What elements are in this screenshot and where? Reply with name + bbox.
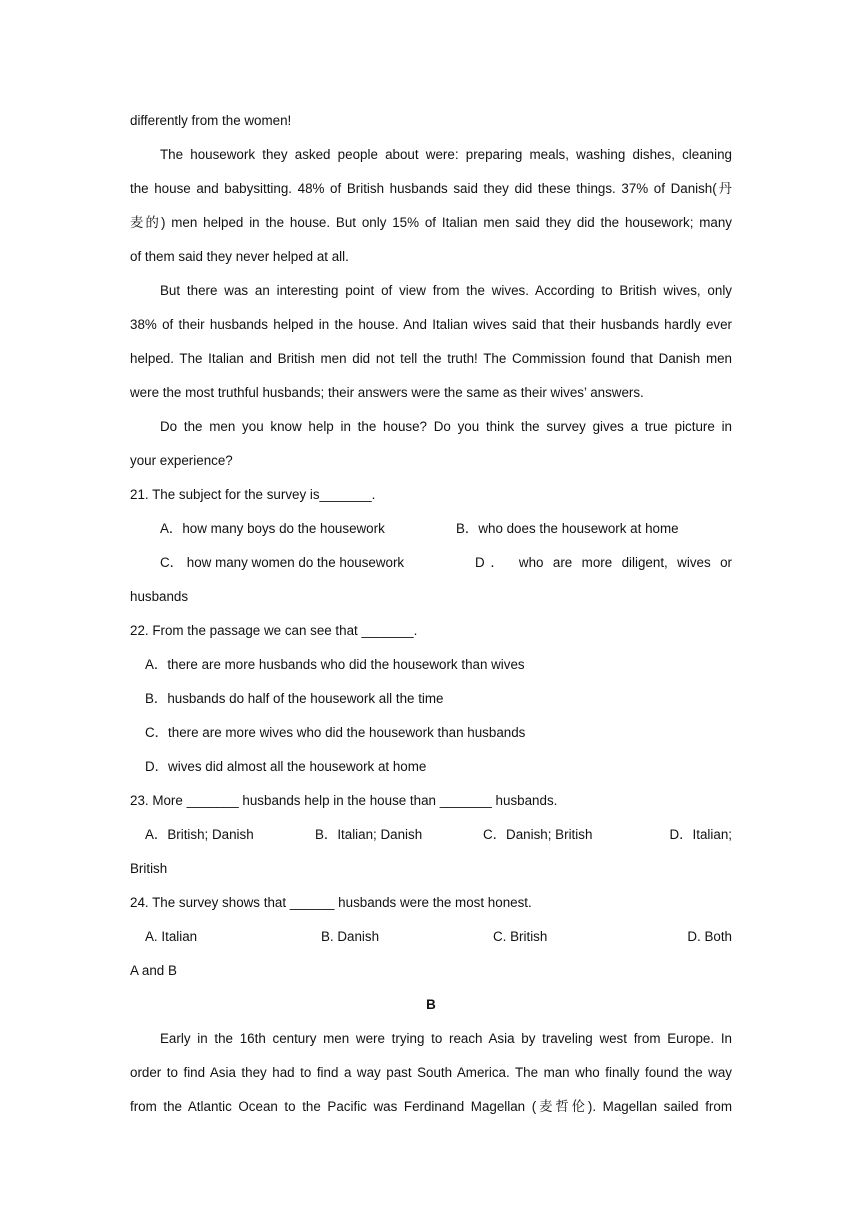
question-24-stem: 24. The survey shows that ______ husbands were the most honest. <box>130 895 532 910</box>
question-22-option-c: C．there are more wives who did the housework than husbands <box>145 725 526 740</box>
passage-b-line: order to find Asia they had to find a way past South America. The man who finally found the way <box>130 1065 732 1080</box>
section-b-heading: B <box>426 997 436 1012</box>
question-23-option-a: A．British; Danish <box>145 827 254 842</box>
question-24-option-a: A. Italian <box>145 929 198 944</box>
passage-line: the house and babysitting. 48% of British husbands said they did these things. 37% of Danish(丹 <box>130 181 732 196</box>
question-23-option-c: C．Danish; British <box>483 827 593 842</box>
passage-line: differently from the women! <box>130 113 292 128</box>
passage-line: were the most truthful husbands; their answers were the same as their wives’ answers. <box>130 385 644 400</box>
document-page <box>130 104 732 1124</box>
passage-line: But there was an interesting point of view from the wives. According to British wives, only <box>160 283 732 298</box>
question-24-options <box>130 920 732 954</box>
question-21-options-row2 <box>130 546 732 580</box>
question-21-option-d-cont: husbands <box>130 589 189 604</box>
passage-b-line: from the Atlantic Ocean to the Pacific was Ferdinand Magellan (麦哲伦). Magellan sailed from <box>130 1099 732 1114</box>
question-24-option-d-cont: A and B <box>130 963 177 978</box>
question-24-option-b: B. Danish <box>321 929 380 944</box>
passage-line: 38% of their husbands helped in the house. And Italian wives said that their husbands hardly ever <box>130 317 732 332</box>
question-21-option-c: C． how many women do the housework <box>160 555 405 570</box>
question-24-option-c: C. British <box>493 929 548 944</box>
question-23-stem: 23. More _______ husbands help in the house than _______ husbands. <box>130 793 558 808</box>
question-21-option-b: B．who does the housework at home <box>456 521 679 536</box>
question-23-option-d: D．Italian; <box>669 827 732 842</box>
question-23-option-d-cont: British <box>130 861 168 876</box>
passage-line: Do the men you know help in the house? Do you think the survey gives a true picture in <box>160 419 732 434</box>
passage-line: your experience? <box>130 453 233 468</box>
question-22-stem: 22. From the passage we can see that _______. <box>130 623 418 638</box>
question-21-options-row1 <box>130 512 732 546</box>
question-22-option-a: A．there are more husbands who did the housework than wives <box>145 657 525 672</box>
question-23-option-b: B．Italian; Danish <box>315 827 423 842</box>
question-22-option-d: D．wives did almost all the housework at home <box>145 759 427 774</box>
question-21-stem: 21. The subject for the survey is_______. <box>130 487 376 502</box>
passage-line: of them said they never helped at all. <box>130 249 349 264</box>
question-23-options <box>130 818 732 852</box>
passage-line: helped. The Italian and British men did not tell the truth! The Commission found that Danish men <box>130 351 732 366</box>
question-21-option-a: A．how many boys do the housework <box>160 521 385 536</box>
passage-b-line: Early in the 16th century men were trying to reach Asia by traveling west from Europe. In <box>160 1031 732 1046</box>
passage-line: 麦的) men helped in the house. But only 15% of Italian men said they did the housework; many <box>130 215 732 230</box>
question-21-option-d: D． who are more diligent, wives or <box>475 555 732 570</box>
passage-line: The housework they asked people about were: preparing meals, washing dishes, cleaning <box>160 147 732 162</box>
question-24-option-d: D. Both <box>687 929 732 944</box>
question-22-option-b: B．husbands do half of the housework all the time <box>145 691 444 706</box>
